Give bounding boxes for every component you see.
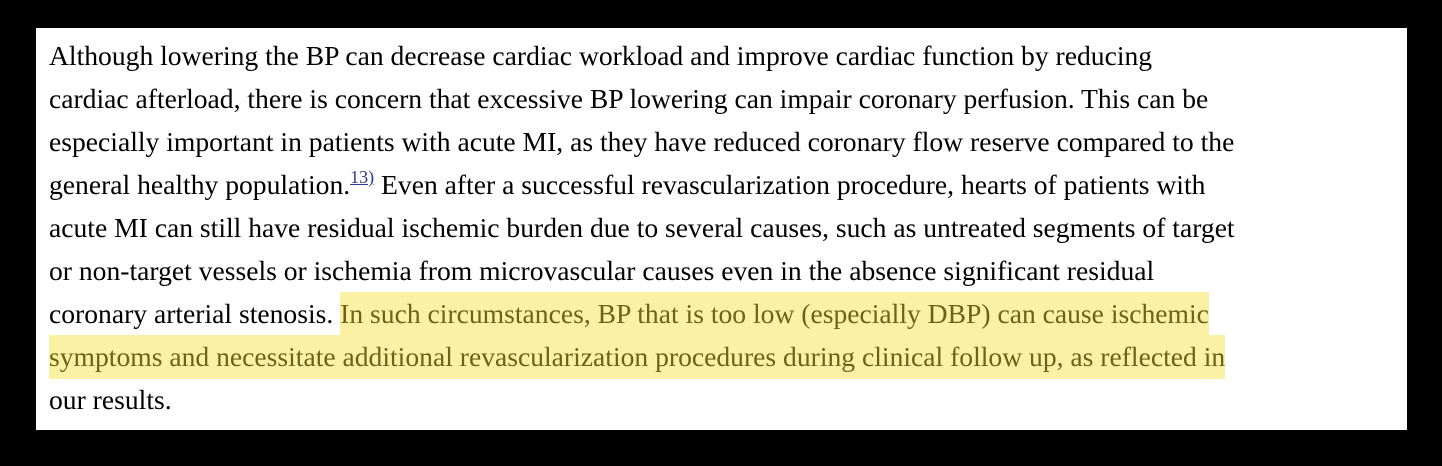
citation-link[interactable]: 13) bbox=[350, 167, 375, 187]
paragraph-line: or non-target vessels or ischemia from microvascular causes even in the absence significant residual bbox=[49, 255, 1155, 286]
paragraph-line: acute MI can still have residual ischemic burden due to several causes, such as untreated segments of target bbox=[49, 212, 1235, 243]
paragraph-text: coronary arterial stenosis. bbox=[49, 298, 341, 329]
highlighted-text[interactable]: symptoms and necessitate additional revascularization procedures during clinical follow up, as reflected in bbox=[49, 335, 1225, 379]
paragraph-line bbox=[49, 163, 1205, 206]
paragraph-line: especially important in patients with acute MI, as they have reduced coronary flow reserve compared to the bbox=[49, 126, 1235, 157]
paragraph-text: general healthy population. bbox=[49, 169, 351, 200]
highlighted-text[interactable]: In such circumstances, BP that is too low (especially DBP) can cause ischemic bbox=[340, 292, 1209, 336]
paragraph-line bbox=[49, 335, 1225, 378]
paragraph-line: cardiac afterload, there is concern that excessive BP lowering can impair coronary perfusion. This can be bbox=[49, 83, 1209, 114]
document-page bbox=[36, 28, 1407, 430]
paragraph-line bbox=[49, 292, 1209, 335]
paragraph-line: Although lowering the BP can decrease cardiac workload and improve cardiac function by reducing bbox=[49, 40, 1153, 71]
paragraph-text: Even after a successful revascularization procedure, hearts of patients with bbox=[374, 169, 1206, 200]
paragraph-line: our results. bbox=[49, 384, 172, 415]
